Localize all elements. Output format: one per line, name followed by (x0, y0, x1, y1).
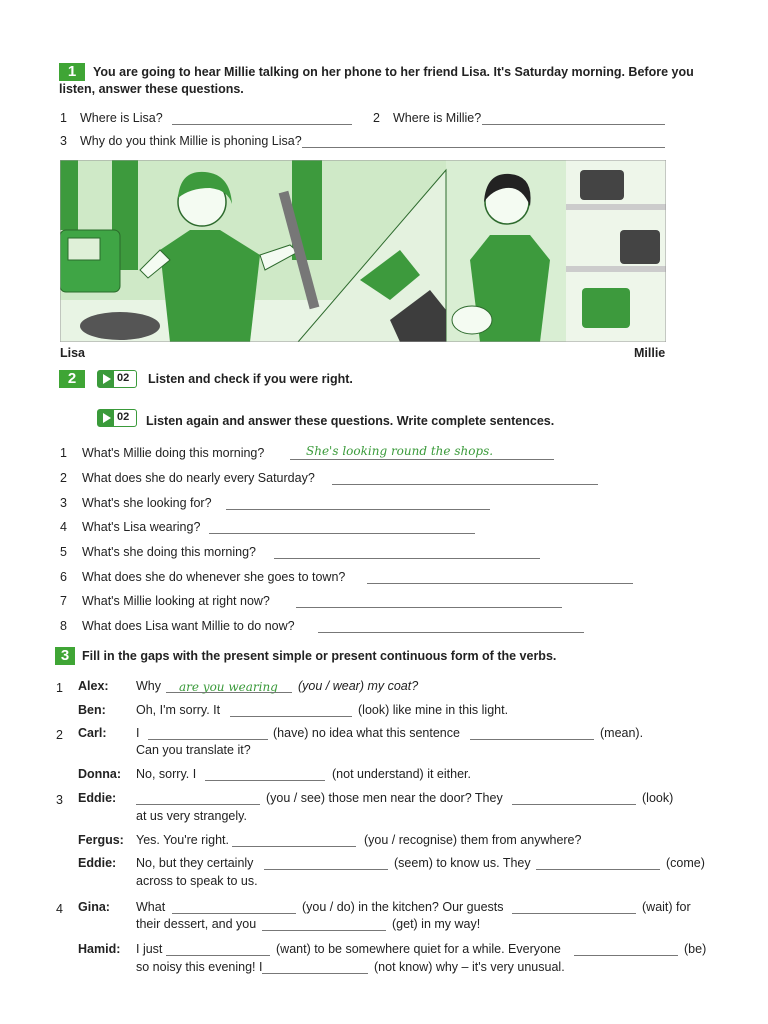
dialogue-text: (come) (666, 856, 705, 870)
dialogue-number: 3 (56, 793, 63, 807)
gap-line[interactable] (205, 780, 325, 781)
question-number: 1 (60, 111, 67, 125)
answer-line[interactable] (290, 459, 554, 460)
illustration-scene (60, 160, 666, 342)
dialogue-text: (not know) why – it's very unusual. (374, 960, 565, 974)
illustration (60, 160, 666, 342)
gap-line[interactable] (262, 930, 386, 931)
speaker-name: Ben: (78, 703, 106, 717)
audio-track-number: 02 (117, 372, 130, 384)
dialogue-text: so noisy this evening! I (136, 960, 263, 974)
answer-line[interactable] (302, 147, 665, 148)
dialogue-text: (look) like mine in this light. (358, 703, 509, 717)
example-answer: She's looking round the shops. (306, 444, 494, 458)
gap-line[interactable] (166, 955, 270, 956)
speaker-name: Donna: (78, 767, 122, 781)
speaker-name: Fergus: (78, 833, 124, 847)
gap-line[interactable] (512, 804, 636, 805)
dialogue-text: I just (136, 942, 163, 956)
answer-line[interactable] (209, 533, 475, 534)
gap-line[interactable] (232, 846, 356, 847)
speaker-name: Eddie: (78, 791, 117, 805)
question-number: 4 (60, 520, 67, 534)
exercise-2-instruction: Listen and check if you were right. (148, 372, 353, 386)
answer-line[interactable] (274, 558, 540, 559)
dialogue-text: (you / see) those men near the door? They (266, 791, 503, 805)
dialogue-text: (not understand) it either. (332, 767, 471, 781)
speaker-name: Carl: (78, 726, 107, 740)
dialogue-text: I (136, 726, 140, 740)
speaker-name: Eddie: (78, 856, 117, 870)
exercise-3-instruction: Fill in the gaps with the present simple or present continuous form of the verbs. (82, 649, 557, 663)
speaker-name: Alex: (78, 679, 109, 693)
dialogue-text: (want) to be somewhere quiet for a while. Everyone (276, 942, 561, 956)
exercise-1-badge: 1 (59, 63, 85, 81)
question-number: 6 (60, 570, 67, 584)
dialogue-text: (wait) for (642, 900, 691, 914)
question-text: Why do you think Millie is phoning Lisa? (80, 134, 302, 148)
exercise-2-badge: 2 (59, 370, 85, 388)
dialogue-text: Why (136, 679, 161, 693)
gap-line[interactable] (136, 804, 260, 805)
example-answer: are you wearing (179, 680, 278, 694)
question-number: 8 (60, 619, 67, 633)
dialogue-text: (get) in my way! (392, 917, 481, 931)
question-text: What does she do whenever she goes to town? (82, 570, 346, 584)
exercise-1-instruction: You are going to hear Millie talking on her phone to her friend Lisa. It's Saturday morning. Before you (93, 65, 694, 79)
audio-track-button[interactable] (97, 370, 137, 388)
question-number: 7 (60, 594, 67, 608)
exercise-1-instruction-2: listen, answer these questions. (59, 82, 244, 96)
question-text: Where is Lisa? (80, 111, 163, 125)
millie-label: Millie (634, 346, 666, 360)
dialogue-text: at us very strangely. (136, 809, 247, 823)
question-number: 2 (373, 111, 380, 125)
gap-line[interactable] (536, 869, 660, 870)
play-icon (98, 410, 114, 426)
dialogue-text: (mean). (600, 726, 644, 740)
speaker-name: Gina: (78, 900, 110, 914)
question-text: What's she doing this morning? (82, 545, 257, 559)
gap-line[interactable] (172, 913, 296, 914)
dialogue-text: What (136, 900, 166, 914)
question-number: 2 (60, 471, 67, 485)
dialogue-text: No, but they certainly (136, 856, 254, 870)
question-text: Where is Millie? (393, 111, 482, 125)
gap-line[interactable] (574, 955, 678, 956)
gap-line[interactable] (230, 716, 352, 717)
exercise-2-instruction-2: Listen again and answer these questions. Write complete sentences. (146, 414, 555, 428)
question-number: 1 (60, 446, 67, 460)
answer-line[interactable] (172, 124, 352, 125)
answer-line[interactable] (226, 509, 490, 510)
dialogue-text: (be) (684, 942, 707, 956)
question-text: What's Millie doing this morning? (82, 446, 265, 460)
gap-line[interactable] (166, 692, 292, 693)
question-text: What's Millie looking at right now? (82, 594, 270, 608)
dialogue-number: 1 (56, 681, 63, 695)
exercise-3-badge: 3 (55, 647, 75, 665)
answer-line[interactable] (296, 607, 562, 608)
dialogue-text: No, sorry. I (136, 767, 197, 781)
dialogue-text: Oh, I'm sorry. It (136, 703, 221, 717)
speaker-name: Hamid: (78, 942, 121, 956)
answer-line[interactable] (367, 583, 633, 584)
gap-line[interactable] (264, 869, 388, 870)
gap-line[interactable] (148, 739, 268, 740)
question-text: What does she do nearly every Saturday? (82, 471, 315, 485)
dialogue-text: Can you translate it? (136, 743, 251, 757)
gap-line[interactable] (262, 973, 368, 974)
gap-line[interactable] (470, 739, 594, 740)
dialogue-number: 2 (56, 728, 63, 742)
dialogue-text: (you / wear) my coat? (298, 679, 419, 693)
question-number: 3 (60, 134, 67, 148)
audio-track-number: 02 (117, 411, 130, 423)
dialogue-text: (seem) to know us. They (394, 856, 531, 870)
lisa-label: Lisa (60, 346, 86, 360)
audio-track-button[interactable] (97, 409, 137, 427)
dialogue-text: Yes. You're right. (136, 833, 229, 847)
dialogue-number: 4 (56, 902, 63, 916)
answer-line[interactable] (318, 632, 584, 633)
play-icon (98, 371, 114, 387)
gap-line[interactable] (512, 913, 636, 914)
dialogue-text: (have) no idea what this sentence (273, 726, 460, 740)
answer-line[interactable] (332, 484, 598, 485)
dialogue-text: their dessert, and you (136, 917, 257, 931)
dialogue-text: (you / do) in the kitchen? Our guests (302, 900, 504, 914)
question-text: What's she looking for? (82, 496, 212, 510)
question-text: What's Lisa wearing? (82, 520, 201, 534)
question-text: What does Lisa want Millie to do now? (82, 619, 295, 633)
answer-line[interactable] (482, 124, 665, 125)
dialogue-text: (you / recognise) them from anywhere? (364, 833, 582, 847)
dialogue-text: across to speak to us. (136, 874, 258, 888)
question-number: 3 (60, 496, 67, 510)
question-number: 5 (60, 545, 67, 559)
dialogue-text: (look) (642, 791, 674, 805)
